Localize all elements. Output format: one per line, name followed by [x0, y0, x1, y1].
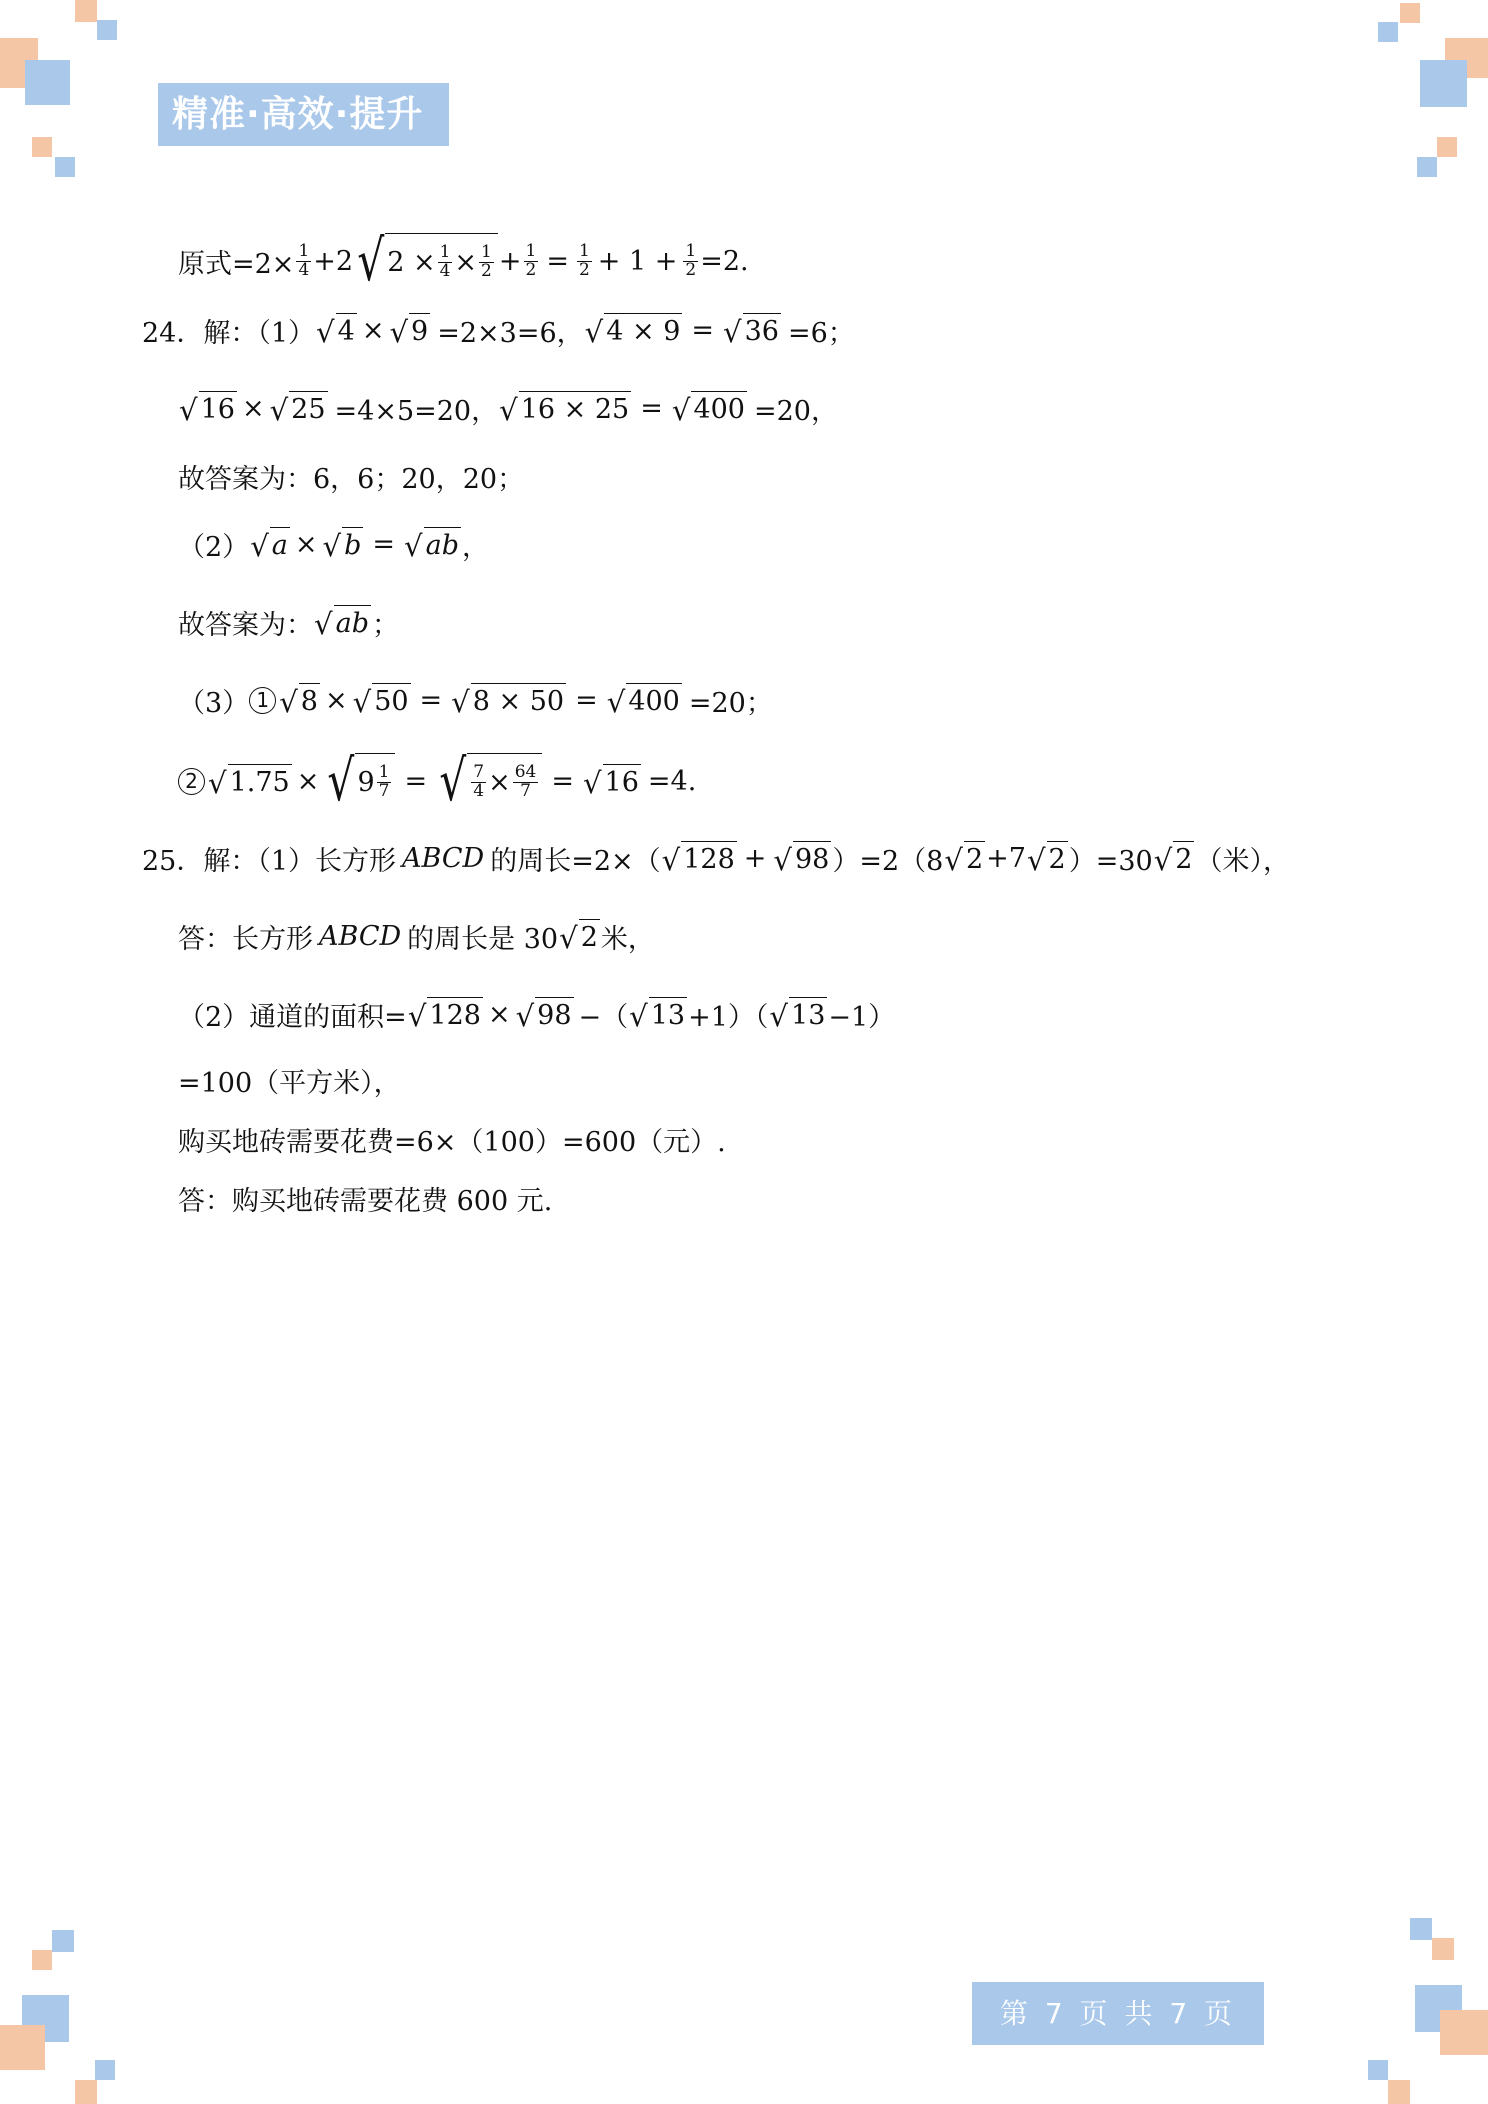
- radical: √ 2: [559, 920, 598, 955]
- radical: √ 400: [606, 684, 680, 719]
- radical: √ 2: [944, 842, 984, 877]
- radical: √ 400: [671, 392, 745, 427]
- radical: √ 128: [661, 842, 735, 877]
- radical: √ b: [322, 528, 362, 563]
- eq-line-7: （3） 1 √ 8 × √ 50 = √ 8 × 50 = √ 400 =20；: [178, 684, 773, 719]
- eq-line-11: （2）通道的面积= √ 128 × √ 98 −（ √ 13 +1）（ √ 13 −1）: [178, 998, 896, 1033]
- radical: √ 4: [316, 314, 355, 349]
- fraction: $\frac{1}{4}$: [298, 240, 310, 280]
- header-badge: 精准·高效·提升: [158, 83, 449, 146]
- radical: √ 2: [1153, 842, 1193, 877]
- fraction: $\frac{1}{2}$: [578, 240, 590, 280]
- fraction: $\frac{1}{2}$: [685, 240, 697, 280]
- radical: √ 13: [769, 998, 826, 1033]
- radical: √ 50: [352, 684, 409, 719]
- radical: √ ab: [314, 606, 369, 641]
- text-line-12: =100（平方米），: [178, 1067, 401, 1099]
- radical: √ 16: [582, 765, 639, 800]
- text-line-13: 购买地砖需要花费=6×（100）=600（元）.: [178, 1126, 726, 1158]
- radical: √ 2 × $\frac{1}{4}$ × $\frac{1}{2}$: [354, 233, 498, 290]
- radical: √ 9 $\frac{1}{7}$: [324, 753, 395, 810]
- text-line-14: 答：购买地砖需要花费 600 元.: [178, 1185, 553, 1217]
- radical: √ 13: [629, 998, 686, 1033]
- radical: √ 4 × 9: [584, 314, 681, 349]
- radical: √ 25: [269, 392, 326, 427]
- radical: √ a: [250, 528, 288, 563]
- eq-line-1: 原式=2× $\frac{1}{4}$ +2 √ 2 × $\frac{1}{4}$ × $\frac{1}{2}$ + $\frac{1}{2}$ = $\frac{1}{2}$ + 1 + $\frac{1}{2}$ =2.: [178, 227, 749, 294]
- eq-line-2: 24．解：（1） √ 4 × √ 9 =2×3=6， √ 4 × 9 = √ 36 =6；: [142, 314, 855, 349]
- eq-line-3: √ 16 × √ 25 =4×5=20， √ 16 × 25 = √ 400 =20，: [179, 392, 838, 427]
- eq-line-10: 答：长方形 ABCD 的周长是 30 √ 2 米，: [178, 920, 655, 955]
- radical: √ 16 × 25: [499, 392, 630, 427]
- radical: √ 98: [515, 998, 572, 1033]
- radical: √ 36: [723, 314, 779, 349]
- radical: √ 9: [389, 314, 429, 349]
- radical: √ 128: [407, 998, 481, 1033]
- text-line-4: 故答案为：6，6；20，20；: [178, 463, 525, 495]
- fraction: $\frac{1}{2}$: [525, 240, 537, 280]
- circled-number: 1: [249, 687, 276, 714]
- radical: √ 98: [773, 842, 830, 877]
- circled-number: 2: [178, 768, 205, 795]
- page-number-badge: 第 7 页 共 7 页: [972, 1982, 1264, 2045]
- radical: √ 16: [179, 392, 235, 427]
- eq-line-6: 故答案为： √ ab ；: [178, 606, 399, 641]
- radical: √ ab: [404, 528, 460, 563]
- radical: √ $\frac{7}{4}$ × $\frac{64}{7}$: [436, 753, 542, 810]
- radical: √ 8 × 50: [451, 684, 565, 719]
- radical: √ 1.75: [208, 765, 290, 800]
- radical: √ 8: [279, 684, 318, 719]
- radical: √ 2: [1026, 842, 1066, 877]
- eq-line-5: （2） √ a × √ b = √ ab ，: [178, 528, 490, 563]
- eq-line-8: 2 √ 1.75 × √ 9 $\frac{1}{7}$ = √ $\frac{7}{4}$ × $\frac{64}{7}$ = √ 16 =4.: [178, 745, 696, 817]
- eq-line-9: 25．解：（1）长方形 ABCD 的周长=2×（ √ 128 + √ 98 ）=2（8 √ 2 +7 √ 2 ）=30 √ 2 （米），: [142, 842, 1290, 877]
